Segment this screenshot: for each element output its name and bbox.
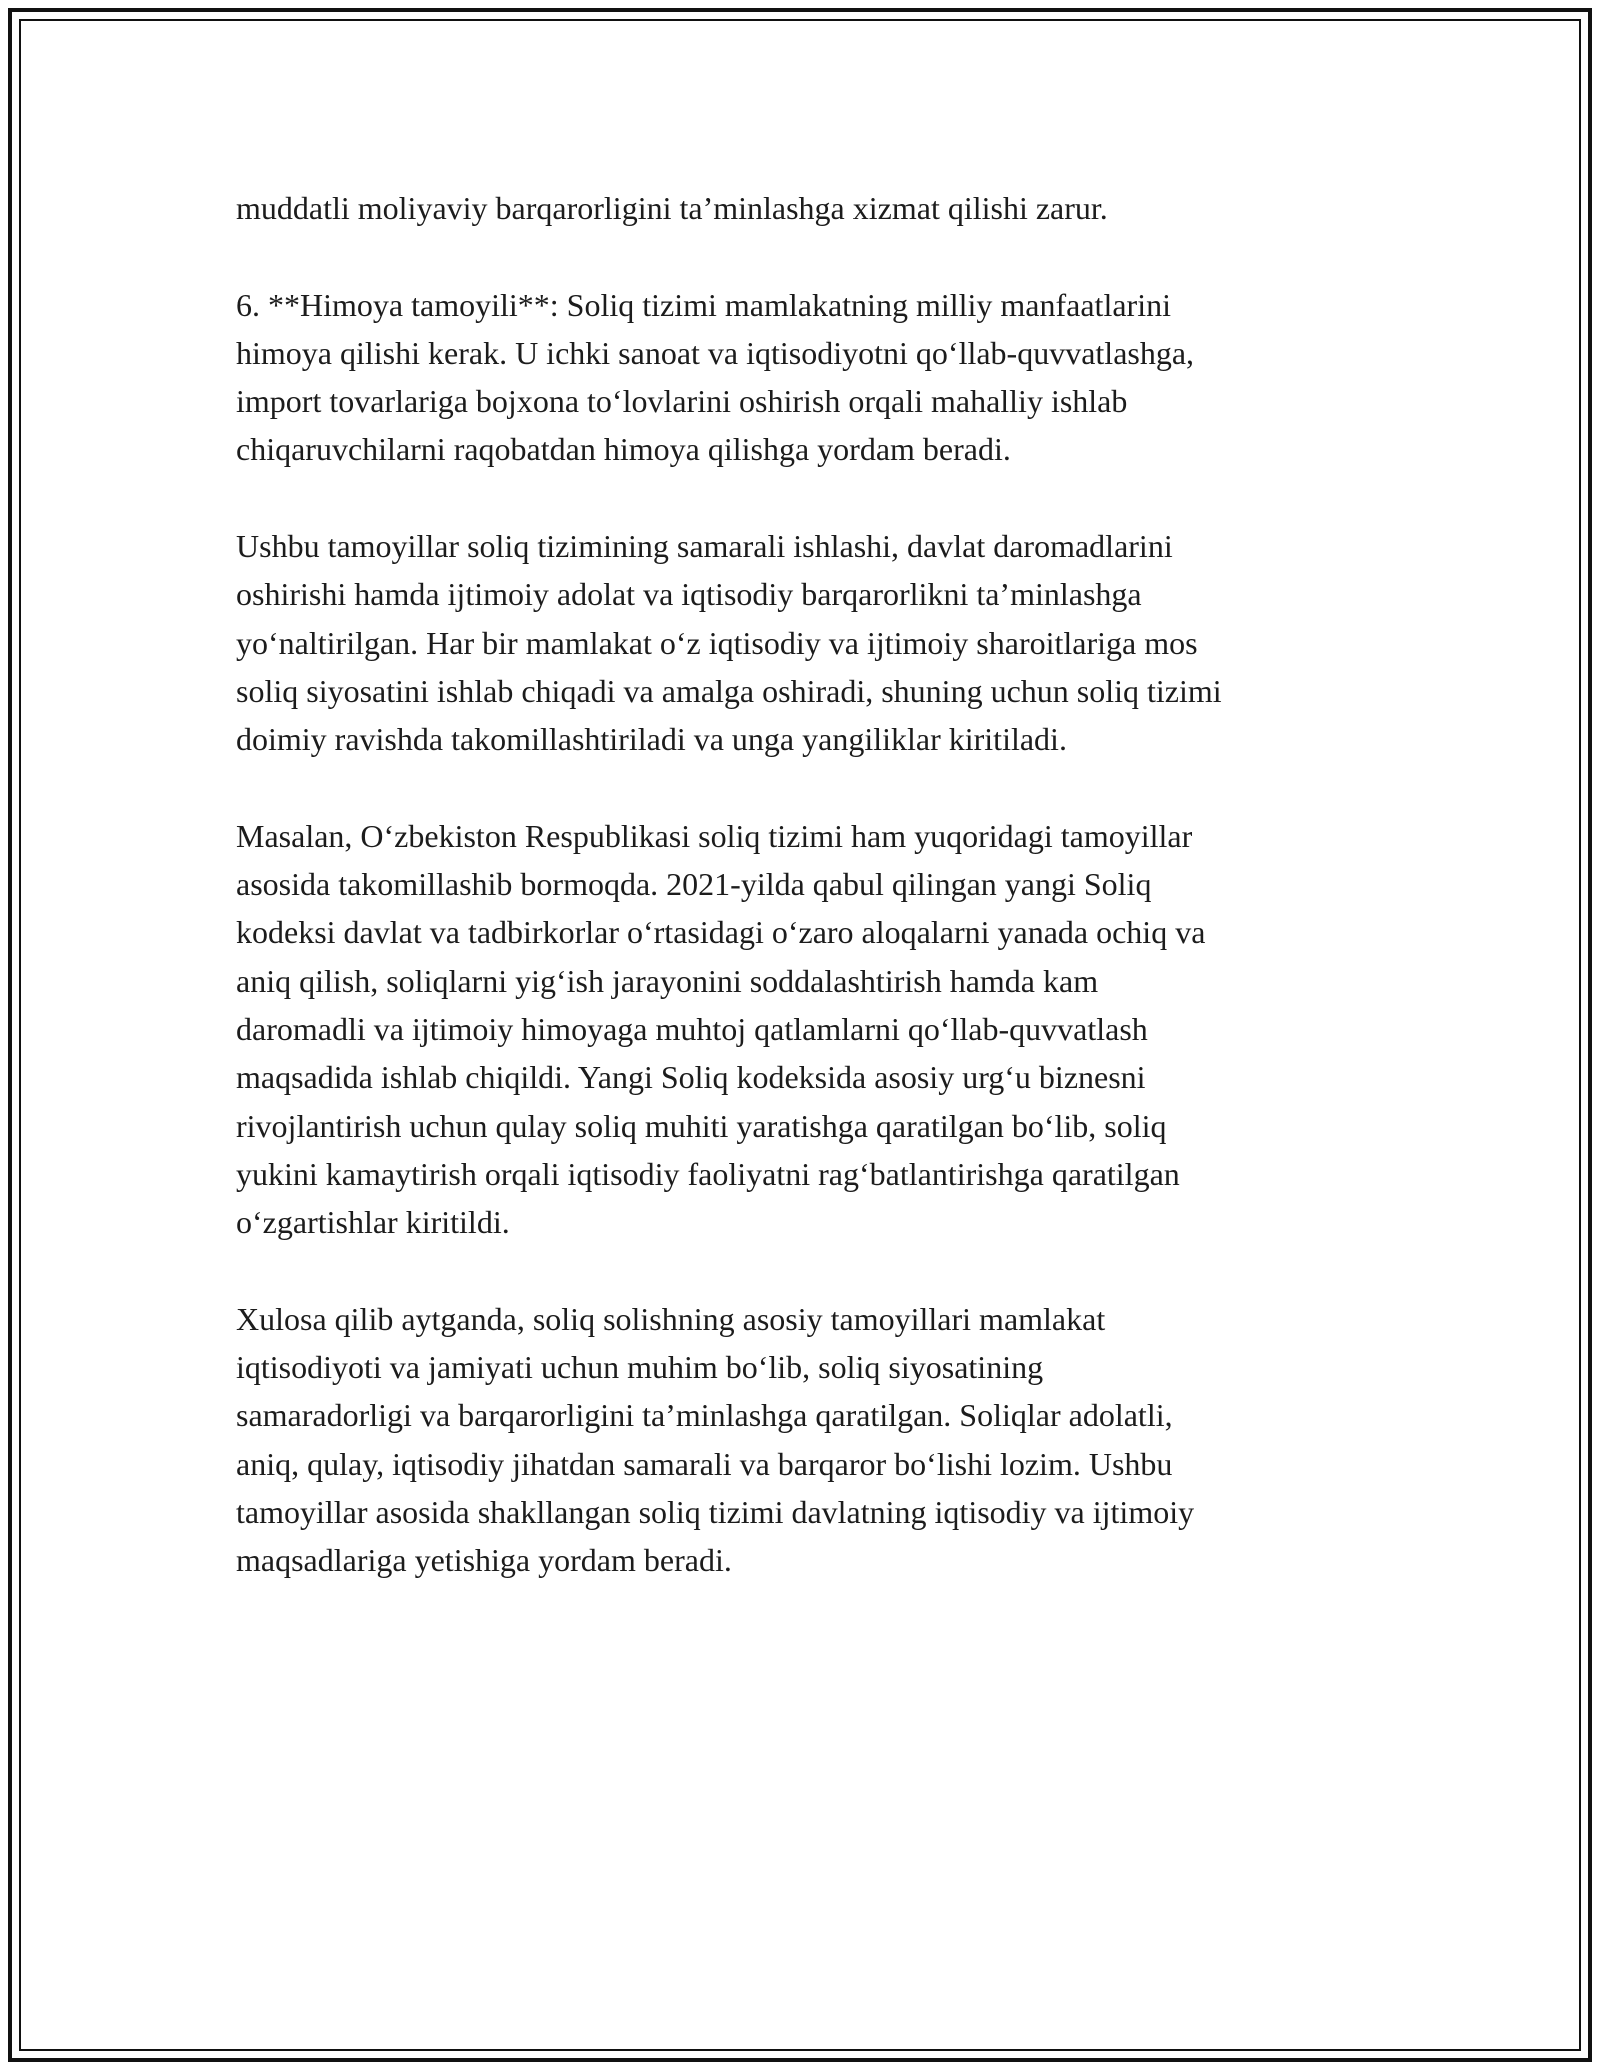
- document-body: [236, 184, 1416, 1585]
- paragraph-ushbu-tamoyillar: Ushbu tamoyillar soliq tizimining samarali ishlashi, davlat daromadlarini oshirishi hamda ijtimoiy adolat va iqtisodiy barqarorlikni ta’minlashga yo‘naltirilgan. Har bir mamlakat o‘z iqtisodiy va ijtimoiy sharoitlariga mos soliq siyosatini ishlab chiqadi va amalga oshiradi, shuning uchun soliq tizimi doimiy ravishda takomillashtiriladi va unga yangiliklar kiritiladi.: [236, 528, 1222, 758]
- paragraph-xulosa: Xulosa qilib aytganda, soliq solishning asosiy tamoyillari mamlakat iqtisodiyoti va jamiyati uchun muhim bo‘lib, soliq siyosatining samaradorligi va barqarorligini ta’minlashga qaratilgan. Soliqlar adolatli, aniq, qulay, iqtisodiy jihatdan samarali va barqaror bo‘lishi lozim. Ushbu tamoyillar asosida shakllangan soliq tizimi davlatning iqtisodiy va ijtimoiy maqsadlariga yetishiga yordam beradi.: [236, 1300, 1195, 1579]
- paragraph-himoya-tamoyili: 6. **Himoya tamoyili**: Soliq tizimi mamlakatning milliy manfaatlarini himoya qilishi kerak. U ichki sanoat va iqtisodiyotni qo‘llab-quvvatlashga, import tovarlariga bojxona to‘lovlarini oshirish orqali mahalliy ishlab chiqaruvchilarni raqobatdan himoya qilishga yordam beradi.: [236, 286, 1195, 468]
- paragraph-continuation: muddatli moliyaviy barqarorligini ta’minlashga xizmat qilishi zarur.: [236, 190, 1108, 226]
- paragraph-masalan: Masalan, O‘zbekiston Respublikasi soliq tizimi ham yuqoridagi tamoyillar asosida takomillashib bormoqda. 2021-yilda qabul qilingan yangi Soliq kodeksi davlat va tadbirkorlar o‘rtasidagi o‘zaro aloqalarni yanada ochiq va aniq qilish, soliqlarni yig‘ish jarayonini soddalashtirish hamda kam daromadli va ijtimoiy himoyaga muhtoj qatlamlarni qo‘llab-quvvatlash maqsadida ishlab chiqildi. Yangi Soliq kodeksida asosiy urg‘u biznesni rivojlantirish uchun qulay soliq muhiti yaratishga qaratilgan bo‘lib, soliq yukini kamaytirish orqali iqtisodiy faoliyatni rag‘batlantirishga qaratilgan o‘zgartishlar kiritildi.: [236, 817, 1206, 1241]
